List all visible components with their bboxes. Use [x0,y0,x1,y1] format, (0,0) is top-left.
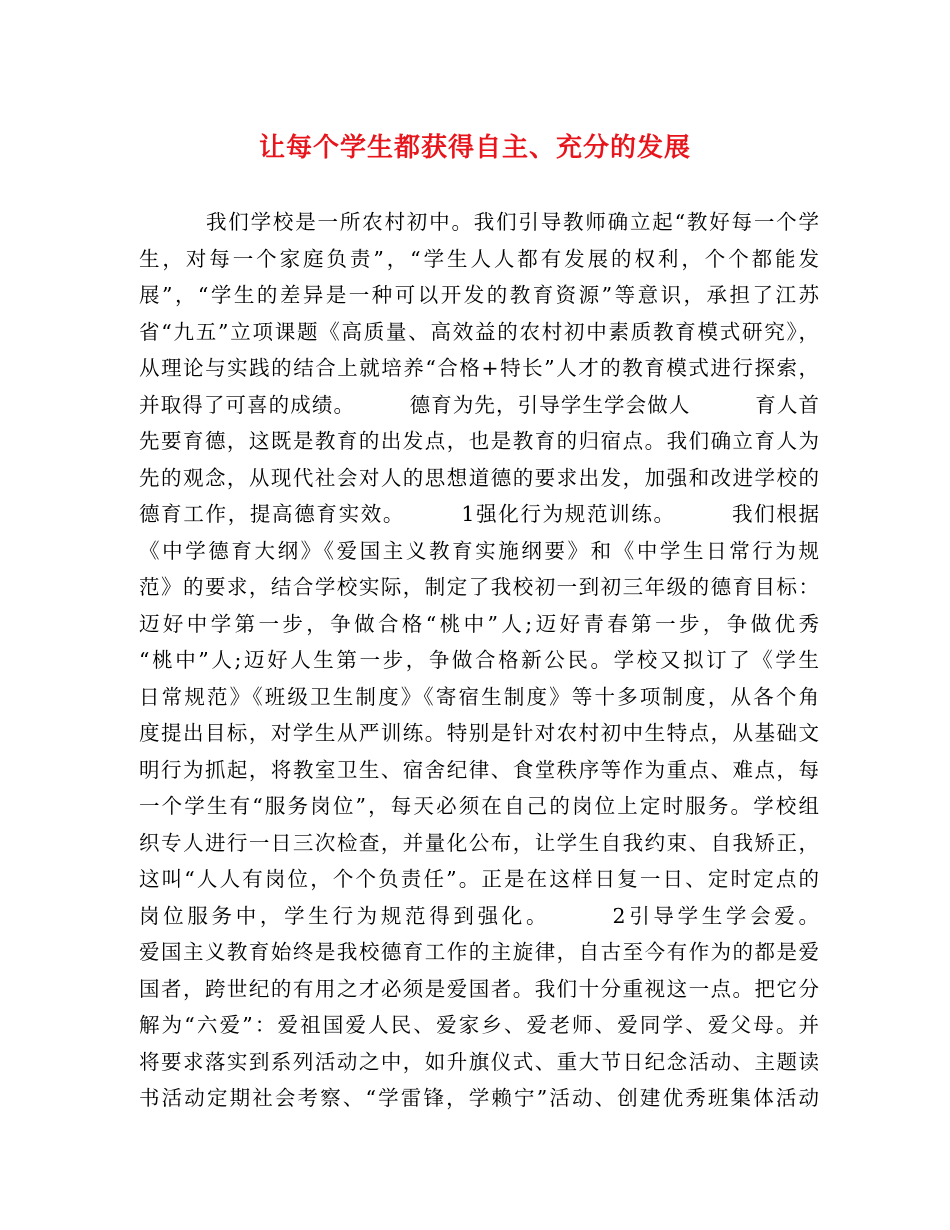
body-line: 这叫“人人有岗位，个个负责任”。正是在这样日复一日、定时定点的 [139,867,819,891]
body-line: 先要育德，这既是教育的出发点，也是教育的归宿点。我们确立育人为 [139,429,819,453]
body-line: 迈好中学第一步，争做合格“桃中”人;迈好青春第一步，争做优秀 [139,611,819,636]
body-line: 并取得了可喜的成绩。 德育为先，引导学生学会做人 育人首 [139,392,819,417]
body-line: 度提出目标，对学生从严训练。特别是针对农村初中生特点，从基础文 [139,721,819,745]
body-line: 日常规范》《班级卫生制度》《寄宿生制度》等十多项制度，从各个角 [139,684,819,709]
body-line: 《中学德育大纲》《爱国主义教育实施纲要》和《中学生日常行为规 [139,538,819,563]
body-line: 范》的要求，结合学校实际，制定了我校初一到初三年级的德育目标： [139,575,819,599]
document-title: 让每个学生都获得自主、充分的发展 [258,133,691,163]
body-line: 先的观念，从现代社会对人的思想道德的要求出发，加强和改进学校的 [139,465,819,490]
body-line: 省“九五”立项课题《高质量、高效益的农村初中素质教育模式研究》， [139,319,819,344]
body-line: 国者，跨世纪的有用之才必须是爱国者。我们十分重视这一点。把它分 [139,976,819,1001]
body-line: 德育工作，提高德育实效。 1强化行为规范训练。 我们根据 [139,502,819,526]
body-line: 从理论与实践的结合上就培养“合格+特长”人才的教育模式进行探索， [139,356,819,380]
body-line: 爱国主义教育始终是我校德育工作的主旋律，自古至今有作为的都是爱 [139,940,819,964]
body-line: 一个学生有“服务岗位”，每天必须在自己的岗位上定时服务。学校组 [139,794,819,818]
body-line: 织专人进行一日三次检查，并量化公布，让学生自我约束、自我矫正， [139,830,819,855]
body-line: 解为“六爱”：爱祖国爱人民、爱家乡、爱老师、爱同学、爱父母。并 [139,1013,819,1037]
body-line: 岗位服务中，学生行为规范得到强化。 2引导学生学会爱。 [139,903,819,928]
body-line: 展”，“学生的差异是一种可以开发的教育资源”等意识，承担了江苏 [139,283,819,307]
document-body [139,204,819,1117]
body-line: 我们学校是一所农村初中。我们引导教师确立起“教好每一个学 [139,210,819,234]
body-line: 书活动定期社会考察、“学雷锋，学赖宁”活动、创建优秀班集体活动 [139,1086,819,1110]
body-line: 明行为抓起，将教室卫生、宿舍纪律、食堂秩序等作为重点、难点，每 [139,757,819,782]
body-line: 生，对每一个家庭负责”，“学生人人都有发展的权利，个个都能发 [139,246,819,271]
body-line: “桃中”人;迈好人生第一步，争做合格新公民。学校又拟订了《学生 [139,648,819,672]
body-line: 将要求落实到系列活动之中，如升旗仪式、重大节日纪念活动、主题读 [139,1049,819,1074]
